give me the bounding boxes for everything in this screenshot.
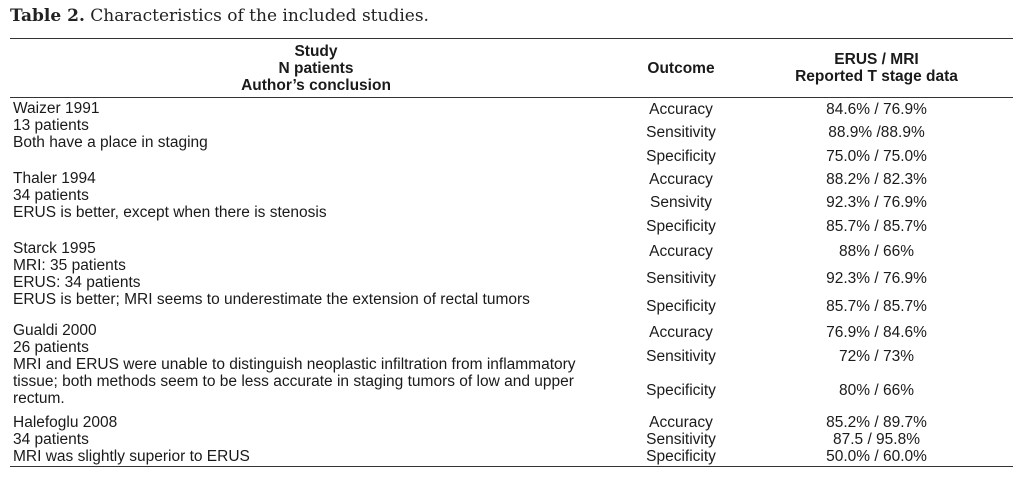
outcome-column	[622, 98, 740, 168]
outcome-cell: Specificity	[646, 217, 716, 235]
value-cell: 85.7% / 85.7%	[826, 297, 927, 315]
study-line: Both have a place in staging	[13, 134, 208, 151]
value-cell: 72% / 73%	[839, 347, 914, 365]
table-row	[10, 412, 1013, 466]
table-caption-label: Table 2.	[10, 6, 85, 26]
table-caption	[10, 6, 429, 26]
header-outcome: Outcome	[647, 59, 715, 77]
study-line: MRI was slightly superior to ERUS	[13, 448, 250, 465]
value-cell: 87.5 / 95.8%	[832, 431, 921, 448]
outcome-cell: Sensitivity	[646, 269, 716, 287]
outcome-cell: Specificity	[646, 381, 716, 399]
study-description	[10, 238, 622, 320]
study-line: Gualdi 2000	[13, 322, 97, 339]
table-row	[10, 168, 1013, 238]
outcome-column	[622, 412, 740, 466]
value-cell: 85.2% / 89.7%	[826, 414, 927, 431]
table-caption-text: Characteristics of the included studies.	[90, 6, 429, 26]
outcome-cell: Sensitivity	[646, 347, 716, 365]
study-description	[10, 98, 622, 168]
outcome-cell: Accuracy	[649, 171, 713, 188]
value-cell: 76.9% / 84.6%	[826, 323, 927, 341]
value-column	[740, 412, 1013, 466]
value-cell: 88.2% / 82.3%	[826, 171, 927, 188]
outcome-cell: Accuracy	[649, 323, 713, 341]
study-description	[10, 412, 622, 466]
header-values-line: ERUS / MRI	[834, 51, 919, 68]
outcome-cell: Specificity	[646, 448, 716, 465]
study-line: 34 patients	[13, 187, 89, 204]
study-line: 26 patients	[13, 339, 89, 356]
table-header	[10, 39, 1013, 98]
outcome-cell: Sensivity	[649, 194, 713, 211]
value-column	[740, 98, 1013, 168]
studies-table	[10, 38, 1013, 467]
outcome-column	[622, 168, 740, 238]
outcome-cell: Accuracy	[649, 101, 713, 118]
study-description	[10, 168, 622, 238]
value-column	[740, 168, 1013, 238]
study-line: MRI and ERUS were unable to distinguish neoplastic infiltration from inflammatory tissue; both methods seem to be less accurate in staging tumors of low and upper rectum.	[13, 356, 576, 407]
header-study	[10, 43, 622, 94]
header-values	[740, 51, 1013, 85]
table-row	[10, 238, 1013, 320]
value-cell: 88.9% /88.9%	[828, 124, 925, 141]
study-line: Waizer 1991	[13, 100, 100, 117]
header-study-line: Author’s conclusion	[241, 76, 391, 94]
study-description	[10, 320, 622, 412]
header-study-line: Study	[294, 42, 338, 60]
header-values-line: Reported T stage data	[795, 68, 958, 85]
study-line: ERUS: 34 patients	[13, 274, 141, 291]
study-line: MRI: 35 patients	[13, 257, 126, 274]
value-cell: 92.3% / 76.9%	[826, 194, 927, 211]
value-cell: 92.3% / 76.9%	[826, 269, 927, 287]
study-line: Thaler 1994	[13, 170, 96, 187]
outcome-cell: Accuracy	[649, 242, 713, 260]
table-row	[10, 98, 1013, 168]
outcome-cell: Sensitivity	[646, 431, 716, 448]
value-cell: 50.0% / 60.0%	[826, 448, 927, 465]
header-study-line: N patients	[278, 59, 354, 77]
outcome-cell: Accuracy	[649, 414, 713, 431]
outcome-column	[622, 320, 740, 412]
value-cell: 88% / 66%	[839, 242, 914, 260]
table-row	[10, 320, 1013, 412]
study-line: 13 patients	[13, 117, 89, 134]
study-line: ERUS is better, except when there is stenosis	[13, 204, 327, 221]
value-cell: 75.0% / 75.0%	[826, 147, 927, 165]
study-line: ERUS is better; MRI seems to underestimate the extension of rectal tumors	[13, 291, 530, 308]
value-cell: 85.7% / 85.7%	[826, 217, 927, 235]
value-column	[740, 238, 1013, 320]
study-line: Starck 1995	[13, 240, 96, 257]
outcome-column	[622, 238, 740, 320]
value-cell: 84.6% / 76.9%	[826, 101, 927, 118]
value-column	[740, 320, 1013, 412]
outcome-cell: Specificity	[646, 297, 716, 315]
outcome-cell: Sensitivity	[646, 124, 716, 141]
outcome-cell: Specificity	[646, 147, 716, 165]
study-line: 34 patients	[13, 431, 89, 448]
study-line: Halefoglu 2008	[13, 414, 118, 431]
value-cell: 80% / 66%	[839, 381, 914, 399]
